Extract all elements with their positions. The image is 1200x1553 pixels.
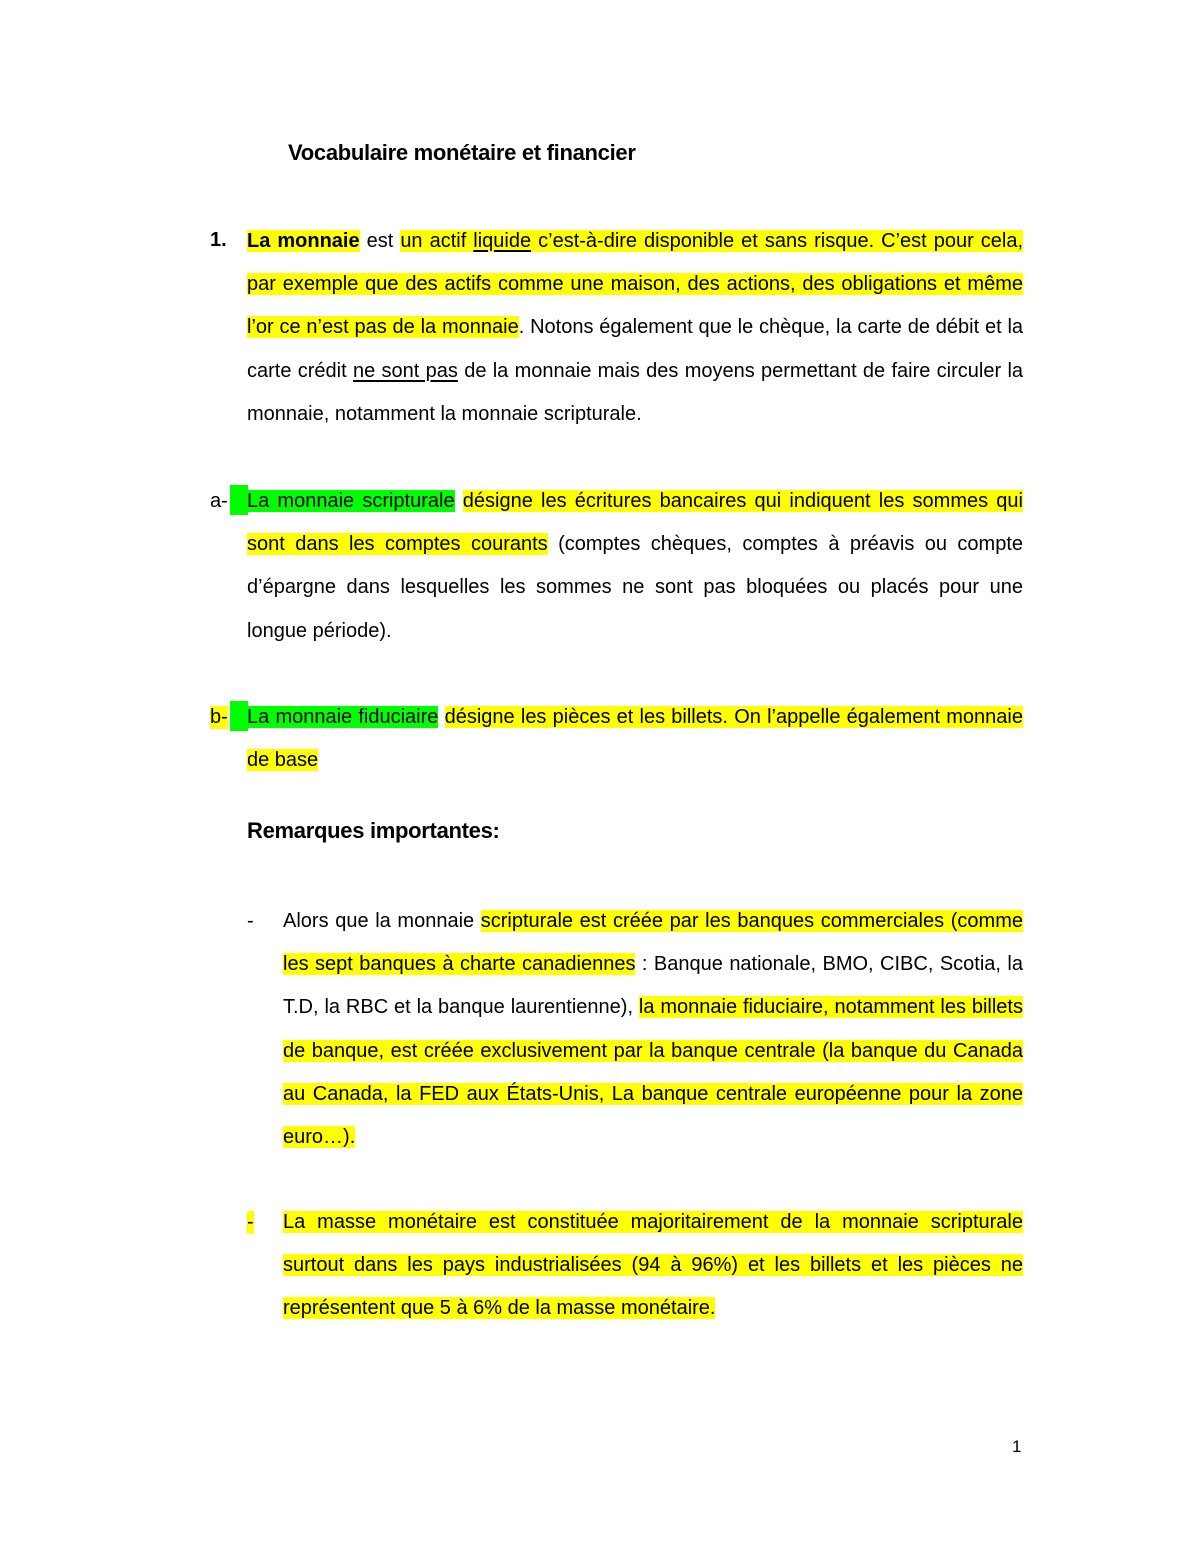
text-span bbox=[455, 490, 463, 512]
highlighted-text: scripturale est créée par les banques commerciales (comme les sept banques à charte canadiennes bbox=[283, 910, 1023, 976]
text-span: (comptes chèques, comptes à préavis ou compte d’épargne dans lesquelles les sommes ne sont pas bloquées ou placés pour une longue période). bbox=[247, 533, 1024, 642]
section1-paragraph bbox=[247, 220, 1023, 436]
underlined-term-liquide: liquide bbox=[473, 230, 532, 252]
underlined-ne-sont-pas: ne sont pas bbox=[352, 359, 458, 382]
highlighted-text: La masse monétaire est constituée majoritairement de la monnaie scripturale surtout dans les pays industrialisées (94 à 96%) et les billets et les pièces ne représentent que 5 à 6% de la masse monétaire. bbox=[283, 1211, 1023, 1320]
item-b-paragraph bbox=[247, 696, 1023, 782]
highlighted-text: c’est-à-dire disponible et sans risque. C’est pour cela, par exemple que des actifs comme une maison, des actions, des obligations et même l’or ce n’est pas de la monnaie bbox=[247, 230, 1024, 339]
item-a-paragraph bbox=[247, 480, 1023, 653]
text-span: de la monnaie mais des moyens permettant de faire circuler la monnaie, notamment la monnaie scripturale. bbox=[247, 359, 1024, 425]
text-span: . Notons également que le chèque, la carte de débit et la carte crédit bbox=[247, 316, 1024, 382]
highlighted-text: un actif bbox=[400, 230, 474, 252]
text-span bbox=[438, 706, 444, 728]
green-highlight-gap bbox=[230, 701, 248, 731]
section-number: 1. bbox=[210, 229, 227, 251]
item-a-marker: a- bbox=[210, 490, 228, 512]
text-span: est bbox=[359, 230, 401, 252]
remark-2-paragraph bbox=[283, 1201, 1023, 1331]
green-highlight-gap bbox=[230, 485, 248, 515]
term-monnaie: La monnaie bbox=[247, 230, 360, 252]
term-monnaie-fiduciaire: La monnaie fiduciaire bbox=[247, 706, 439, 728]
remarks-heading: Remarques importantes: bbox=[247, 818, 500, 843]
page-number: 1 bbox=[1012, 1437, 1022, 1456]
text-span: Alors que la monnaie bbox=[283, 910, 481, 932]
text-span: : Banque nationale, BMO, CIBC, Scotia, la T.D, la RBC et la banque laurentienne), bbox=[283, 953, 1023, 1019]
remark-2-bullet: - bbox=[247, 1211, 254, 1233]
remark-1-paragraph bbox=[283, 900, 1023, 1159]
document-title: Vocabulaire monétaire et financier bbox=[288, 140, 636, 165]
remark-1-bullet: - bbox=[247, 910, 254, 932]
term-monnaie-scripturale: La monnaie scripturale bbox=[247, 490, 455, 512]
highlighted-text: désigne les écritures bancaires qui indiquent les sommes qui sont dans les comptes courants bbox=[247, 490, 1023, 556]
highlighted-text: la monnaie fiduciaire, notamment les billets de banque, est créée exclusivement par la banque centrale (la banque du Canada au Canada, la FED aux États-Unis, La banque centrale européenne pour la zone euro…). bbox=[283, 996, 1023, 1149]
highlighted-text: désigne les pièces et les billets. On l’appelle également monnaie de base bbox=[247, 706, 1023, 772]
item-b-marker: b- bbox=[210, 706, 228, 728]
